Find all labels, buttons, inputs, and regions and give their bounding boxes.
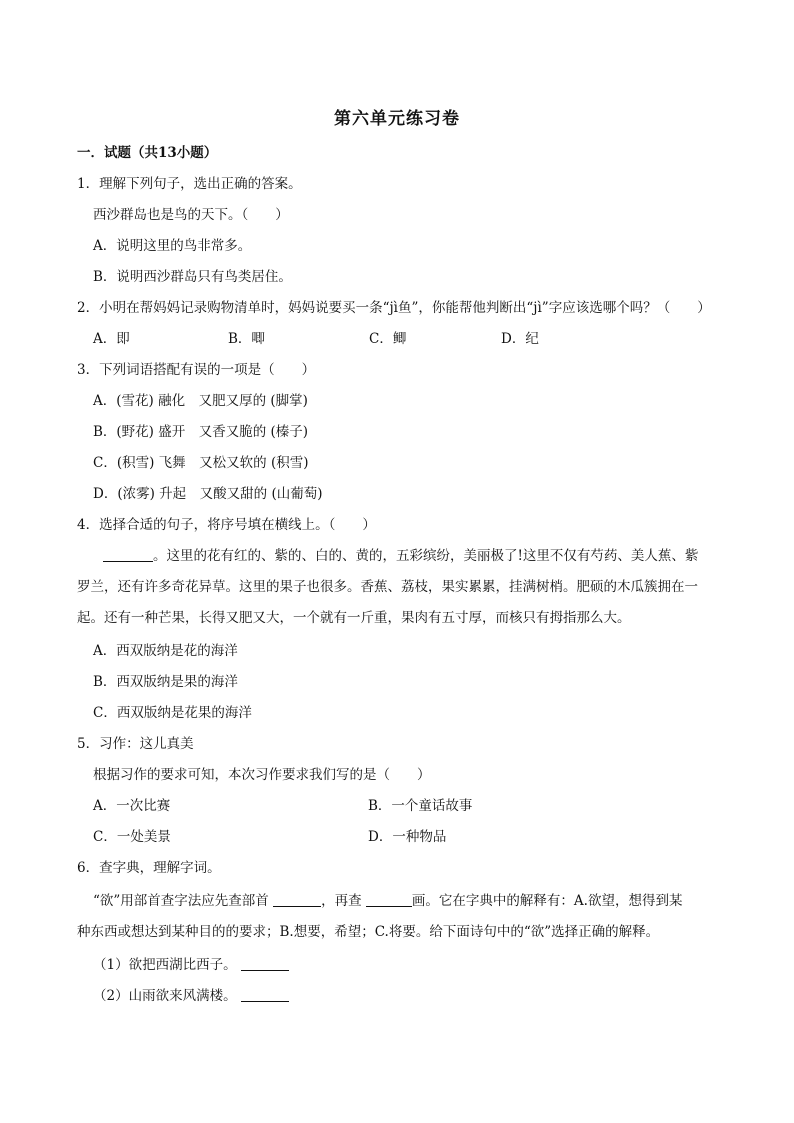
question-4-option-c: C．西双版纳是花果的海洋 <box>93 705 252 721</box>
stroke-count-blank[interactable] <box>366 892 412 907</box>
radical-blank[interactable] <box>273 892 321 907</box>
question-1-stem: 1．理解下列句子，选出正确的答案。 <box>77 176 302 192</box>
question-3-stem: 3．下列词语搭配有误的一项是（ ） <box>77 362 316 378</box>
question-2-option-a: A．即 <box>93 331 130 347</box>
section-heading: 一．试题（共13小题） <box>77 145 218 161</box>
question-1-option-a: A．说明这里的鸟非常多。 <box>93 238 252 254</box>
question-6-item-1: （1）欲把西湖比西子。 <box>93 956 289 974</box>
question-2-option-b: B．唧 <box>228 331 265 347</box>
question-4-option-a: A．西双版纳是花的海洋 <box>93 643 238 659</box>
question-2-option-d: D．纪 <box>501 331 539 347</box>
question-3-option-c: C．(积雪) 飞舞 又松又软的 (积雪) <box>93 455 309 471</box>
item-2-answer-blank[interactable] <box>241 987 289 1002</box>
question-1-sentence: 西沙群岛也是鸟的天下。（ ） <box>93 207 289 223</box>
question-5-option-a: A．一次比赛 <box>93 798 171 814</box>
question-4-passage-line-1: 。这里的花有红的、紫的、白的、黄的，五彩缤纷，美丽极了!这里不仅有芍药、美人蕉、紫 <box>103 547 698 565</box>
question-4-stem: 4．选择合适的句子，将序号填在横线上。（ ） <box>77 517 376 533</box>
question-6-line-2: 种东西或想达到某种目的的要求；B.想要，希望；C.将要。给下面诗句中的“欲”选择正确的解释。 <box>77 924 660 940</box>
page-title: 第六单元练习卷 <box>334 109 460 129</box>
question-1-option-b: B．说明西沙群岛只有鸟类居住。 <box>93 269 292 285</box>
question-3-option-d: D．(浓雾) 升起 又酸又甜的 (山葡萄) <box>93 486 323 502</box>
question-6-line-1: “欲”用部首查字法应先查部首 ，再查 画。它在字典中的解释有：A.欲望，想得到某 <box>93 893 683 909</box>
question-3-option-b: B．(野花) 盛开 又香又脆的 (榛子) <box>93 424 309 440</box>
answer-blank[interactable] <box>103 547 153 562</box>
question-4-passage-line-2: 罗兰，还有许多奇花异草。这里的果子也很多。香蕉、荔枝，果实累累，挂满树梢。肥硕的木瓜簇拥在一 <box>77 579 698 595</box>
question-6-stem: 6．查字典，理解字词。 <box>77 860 221 876</box>
item-1-answer-blank[interactable] <box>241 956 289 971</box>
question-2-stem: 2．小明在帮妈妈记录购物清单时，妈妈说要买一条“jì鱼”，你能帮他判断出“jì”字应该选哪个吗？（ ） <box>77 300 711 316</box>
question-5-stem: 5．习作：这儿真美 <box>77 736 194 752</box>
question-5-option-b: B．一个童话故事 <box>368 798 473 814</box>
question-2-option-c: C．鲫 <box>369 331 407 347</box>
question-4-passage-line-3: 起。还有一种芒果，长得又肥又大，一个就有一斤重，果肉有五寸厚，而核只有拇指那么大。 <box>77 610 631 626</box>
question-5-option-c: C．一处美景 <box>93 829 171 845</box>
question-3-option-a: A．(雪花) 融化 又肥又厚的 (脚掌) <box>93 393 308 409</box>
question-4-option-b: B．西双版纳是果的海洋 <box>93 674 238 690</box>
question-6-item-2: （2）山雨欲来风满楼。 <box>93 987 289 1005</box>
question-5-sub: 根据习作的要求可知，本次习作要求我们写的是（ ） <box>93 767 431 783</box>
question-5-option-d: D．一种物品 <box>368 829 447 845</box>
